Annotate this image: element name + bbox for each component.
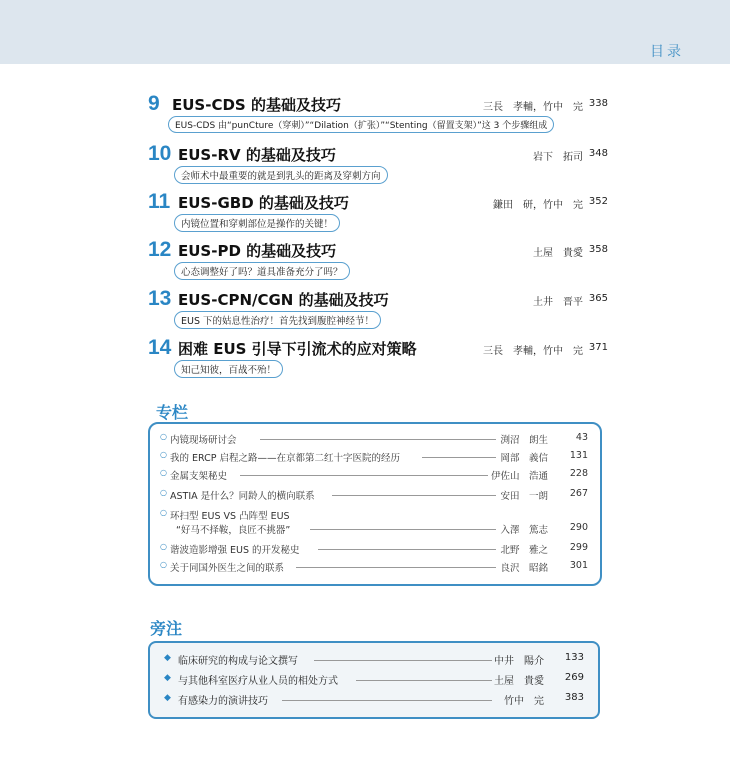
- chapter-page: 348: [588, 148, 608, 159]
- sidenote-item-title: 临床研究的构成与论文撰写: [178, 656, 298, 667]
- circle-bullet-icon: ○: [160, 468, 167, 477]
- column-box: [148, 422, 602, 586]
- chapter-title: EUS-PD 的基础及技巧: [178, 242, 337, 260]
- leader-line: [296, 567, 496, 568]
- chapter-number: 12: [148, 238, 172, 261]
- chapter-author: 三長 孝輔，竹中 完: [483, 102, 583, 113]
- chapter-title: EUS-GBD 的基础及技巧: [178, 194, 349, 212]
- column-item-page: 301: [569, 560, 588, 571]
- column-item[interactable]: [160, 560, 588, 576]
- column-item[interactable]: [160, 468, 588, 484]
- column-item-subtitle: “好马不择鞍，良匠不挑器”: [176, 525, 291, 536]
- column-item-title: 我的 ERCP 启程之路——在京都第二红十字医院的经历: [170, 453, 401, 464]
- chapter-title: EUS-RV 的基础及技巧: [178, 146, 336, 164]
- column-item[interactable]: [160, 450, 588, 466]
- column-item-page: 131: [569, 450, 588, 461]
- chapter-page: 352: [588, 196, 608, 207]
- column-item-title: 关于同国外医生之间的联系: [170, 563, 285, 574]
- chapter-subtitle: EUS 下的姑息性治疗！首先找到腹腔神经节！: [174, 311, 381, 329]
- chapter-author: 鎌田 研，竹中 完: [493, 200, 583, 211]
- column-item-author: 入澤 篤志: [498, 522, 548, 536]
- circle-bullet-icon: ○: [160, 542, 167, 551]
- column-item-author: 良沢 昭銘: [498, 560, 548, 574]
- leader-line: [260, 439, 496, 440]
- column-item[interactable]: [160, 488, 588, 504]
- column-item-title: 金属支架秘史: [170, 471, 228, 482]
- column-heading: 专栏: [156, 403, 189, 422]
- chapter-author: 岩下 拓司: [533, 152, 583, 163]
- column-item-author: 安田 一朗: [498, 488, 548, 502]
- chapter-number: 11: [148, 190, 171, 213]
- chapter-number: 10: [148, 142, 172, 165]
- circle-bullet-icon: ○: [160, 450, 167, 459]
- chapter-author: 三長 孝輔，竹中 完: [483, 346, 583, 357]
- sidenote-item[interactable]: [164, 692, 584, 710]
- leader-line: [318, 549, 496, 550]
- sidenote-item-author: 土屋 貴愛: [492, 672, 544, 687]
- chapter-12[interactable]: [148, 238, 608, 284]
- sidenote-box: [148, 641, 600, 719]
- column-item-page: 290: [569, 522, 588, 533]
- leader-line: [314, 660, 492, 661]
- diamond-bullet-icon: ◆: [164, 673, 171, 683]
- chapter-number: 9: [148, 92, 160, 115]
- leader-line: [310, 529, 496, 530]
- sidenote-item-author: 竹中 完: [502, 692, 544, 707]
- header-band: [0, 0, 730, 64]
- chapter-page: 371: [588, 342, 608, 353]
- sidenote-item[interactable]: [164, 652, 584, 670]
- chapter-subtitle: EUS-CDS 由“punCture（穿刺）”“Dilation（扩张）”“Stenting（留置支架）”这 3 个步骤组成: [168, 116, 554, 133]
- circle-bullet-icon: ○: [160, 560, 167, 569]
- sidenote-item-page: 133: [564, 652, 584, 663]
- chapter-10[interactable]: [148, 142, 608, 188]
- chapter-13[interactable]: [148, 287, 608, 333]
- diamond-bullet-icon: ◆: [164, 653, 171, 663]
- sidenote-item[interactable]: [164, 672, 584, 690]
- chapter-14[interactable]: [148, 336, 608, 382]
- column-item-title: 谐波造影增强 EUS 的开发秘史: [170, 545, 300, 556]
- circle-bullet-icon: ○: [160, 432, 167, 441]
- leader-line: [422, 457, 496, 458]
- circle-bullet-icon: ○: [160, 488, 167, 497]
- diamond-bullet-icon: ◆: [164, 693, 171, 703]
- sidenote-item-page: 383: [564, 692, 584, 703]
- chapter-title: EUS-CDS 的基础及技巧: [172, 96, 341, 114]
- leader-line: [240, 475, 488, 476]
- column-item-page: 267: [569, 488, 588, 499]
- sidenote-heading: 旁注: [150, 619, 183, 638]
- sidenote-item-page: 269: [564, 672, 584, 683]
- chapter-page: 338: [588, 98, 608, 109]
- leader-line: [282, 700, 492, 701]
- leader-line: [332, 495, 496, 496]
- chapter-11[interactable]: [148, 190, 608, 236]
- chapter-subtitle: 会师术中最重要的就是到乳头的距离及穿刺方向: [174, 166, 388, 184]
- column-item-page: 228: [569, 468, 588, 479]
- chapter-page: 358: [588, 244, 608, 255]
- chapter-subtitle: 知己知彼，百战不殆！: [174, 360, 283, 378]
- sidenote-item-title: 有感染力的演讲技巧: [178, 696, 268, 707]
- column-item-title: 环扫型 EUS VS 凸阵型 EUS: [170, 511, 290, 522]
- toc-label: 目录: [650, 44, 684, 60]
- chapter-title: 困难 EUS 引导下引流术的应对策略: [178, 340, 417, 358]
- chapter-9[interactable]: [148, 92, 608, 138]
- column-item-title: ASTIA 是什么？同龄人的横向联系: [170, 491, 315, 502]
- sidenote-item-author: 中井 陽介: [492, 652, 544, 667]
- column-item-page: 299: [569, 542, 588, 553]
- column-item[interactable]: [160, 432, 588, 448]
- sidenote-item-title: 与其他科室医疗从业人员的相处方式: [178, 676, 338, 687]
- chapter-subtitle: 内镜位置和穿刺部位是操作的关键！: [174, 214, 340, 232]
- column-item[interactable]: [160, 508, 588, 538]
- chapter-author: 土井 晋平: [533, 297, 583, 308]
- chapter-number: 14: [148, 336, 172, 359]
- column-item-author: 北野 雅之: [498, 542, 548, 556]
- column-item[interactable]: [160, 542, 588, 558]
- column-item-author: 渕沼 朗生: [498, 432, 548, 446]
- chapter-author: 土屋 貴愛: [533, 248, 583, 259]
- column-item-title: 内镜现场研讨会: [170, 435, 237, 446]
- circle-bullet-icon: ○: [160, 508, 167, 517]
- column-item-author: 岡部 義信: [498, 450, 548, 464]
- chapter-page: 365: [588, 293, 608, 304]
- chapter-number: 13: [148, 287, 172, 310]
- column-item-page: 43: [575, 432, 588, 443]
- leader-line: [356, 680, 492, 681]
- column-item-author: 伊佐山 浩通: [489, 468, 548, 482]
- chapter-subtitle: 心态调整好了吗？道具准备充分了吗？: [174, 262, 350, 280]
- chapter-title: EUS-CPN/CGN 的基础及技巧: [178, 291, 389, 309]
